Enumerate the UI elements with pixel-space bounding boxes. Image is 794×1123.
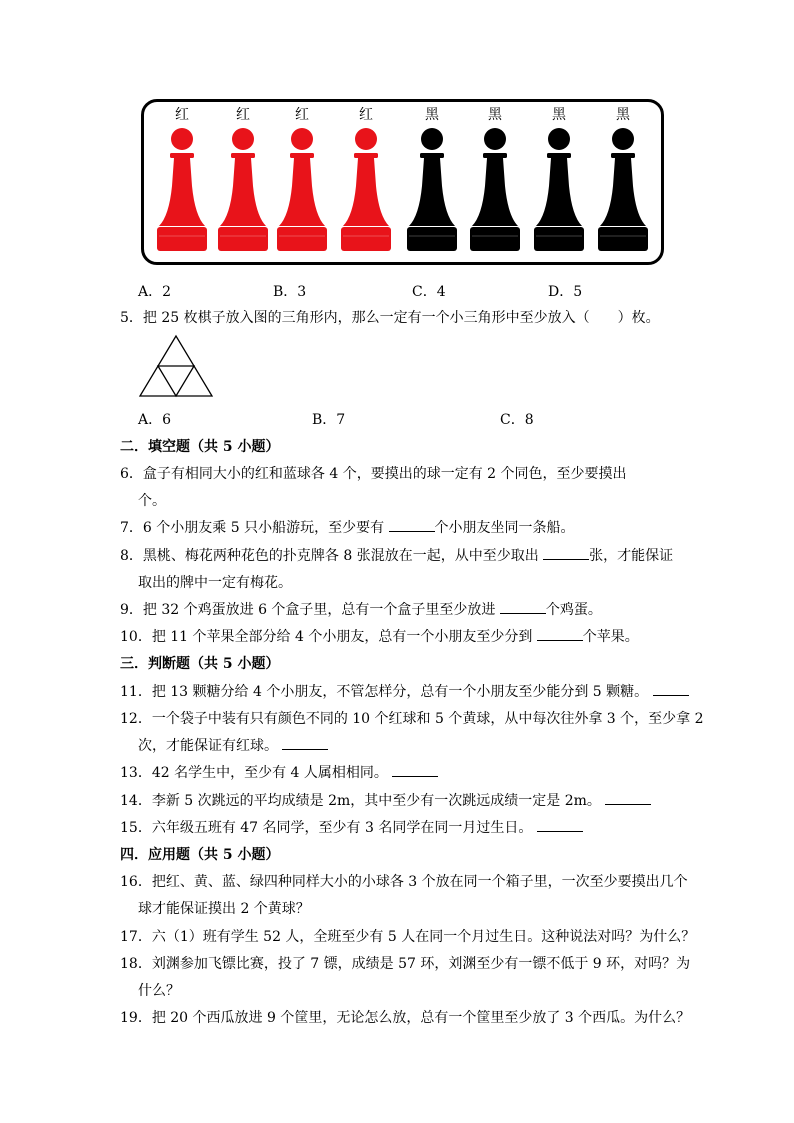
q6-line1: 6．盒子有相同大小的红和蓝球各 4 个，要摸出的球一定有 2 个同色，至少要摸出 — [120, 466, 627, 482]
pawn-icon — [277, 126, 327, 254]
q16-line1: 16．把红、黄、蓝、绿四种同样大小的小球各 3 个放在同一个箱子里，一次至少要摸出几个 — [120, 874, 688, 890]
q9-text-after: 个鸡蛋。 — [545, 602, 602, 618]
q15-blank[interactable] — [537, 819, 583, 832]
q10-text-after: 个苹果。 — [582, 629, 639, 645]
q9-text: 9．把 32 个鸡蛋放进 6 个盒子里，总有一个盒子里至少放进 — [120, 602, 500, 618]
q8 — [120, 545, 673, 565]
q15-text: 15．六年级五班有 47 名同学，至少有 3 名同学在同一月过生日。 — [120, 820, 533, 836]
q8-line2: 取出的牌中一定有梅花。 — [138, 575, 292, 591]
q12-line1: 12．一个袋子中装有只有颜色不同的 10 个红球和 5 个黄球，从中每次往外拿 3 个，至少拿 2 — [120, 711, 704, 727]
pawn-icon — [407, 126, 457, 254]
pawn-icon — [470, 126, 520, 254]
q12-text: 次，才能保证有红球。 — [138, 738, 278, 754]
q5-option-b: B．7 — [312, 412, 346, 428]
chess-piece — [213, 104, 273, 254]
pawn-icon — [598, 126, 648, 254]
q10-text: 10．把 11 个苹果全部分给 4 个小朋友，总有一个小朋友至少分到 — [120, 629, 537, 645]
chess-piece — [152, 104, 212, 254]
chess-piece — [593, 104, 653, 254]
chess-piece — [402, 104, 462, 254]
q15 — [120, 817, 583, 837]
q4-option-b: B．3 — [273, 284, 307, 300]
q18-line1: 18．刘渊参加飞镖比赛，投了 7 镖，成绩是 57 环，刘渊至少有一镖不低于 9 环，对吗？为 — [120, 956, 691, 972]
q13 — [120, 762, 438, 782]
triangle-figure — [138, 334, 214, 398]
pawn-icon — [341, 126, 391, 254]
pawn-icon — [534, 126, 584, 254]
q8-blank[interactable] — [543, 547, 589, 560]
q4-option-d: D．5 — [548, 284, 583, 300]
q17: 17．六（1）班有学生 52 人，全班至少有 5 人在同一个月过生日。这种说法对吗？为什么？ — [120, 929, 696, 945]
chess-piece — [465, 104, 525, 254]
q4-option-a: A．2 — [138, 284, 172, 300]
pawn-icon — [218, 126, 268, 254]
q13-text: 13．42 名学生中，至少有 4 人属相相同。 — [120, 765, 388, 781]
chess-piece-label: 红 — [175, 107, 189, 123]
section-3-heading: 三．判断题（共 5 小题） — [120, 656, 280, 672]
q12-line2 — [138, 735, 328, 755]
q8-text-after: 张，才能保证 — [589, 548, 674, 564]
chess-piece — [336, 104, 396, 254]
q16-line2: 球才能保证摸出 2 个黄球？ — [138, 901, 310, 917]
q12-blank[interactable] — [282, 737, 328, 750]
chess-piece-label: 黑 — [488, 107, 502, 123]
q10-blank[interactable] — [537, 628, 583, 641]
chess-piece — [272, 104, 332, 254]
q13-blank[interactable] — [392, 764, 438, 777]
q7 — [120, 517, 575, 537]
chess-piece-label: 红 — [359, 107, 373, 123]
q11-blank[interactable] — [653, 683, 689, 696]
q11 — [120, 681, 689, 701]
q7-blank[interactable] — [389, 519, 435, 532]
chess-piece — [529, 104, 589, 254]
q14 — [120, 790, 651, 810]
q6-line2: 个。 — [138, 493, 166, 509]
chess-piece-label: 红 — [295, 107, 309, 123]
q8-text: 8．黑桃、梅花两种花色的扑克牌各 8 张混放在一起，从中至少取出 — [120, 548, 544, 564]
chess-piece-label: 黑 — [616, 107, 630, 123]
q4-option-c: C．4 — [412, 284, 446, 300]
q5-text: 5．把 25 枚棋子放入图的三角形内，那么一定有一个小三角形中至少放入（ ）枚。 — [120, 310, 660, 326]
chess-piece-label: 黑 — [425, 107, 439, 123]
q14-text: 14．李新 5 次跳远的平均成绩是 2m，其中至少有一次跳远成绩一定是 2m。 — [120, 793, 601, 809]
section-4-heading: 四．应用题（共 5 小题） — [120, 847, 280, 863]
q7-text-after: 个小朋友坐同一条船。 — [434, 520, 575, 536]
q10 — [120, 626, 639, 646]
chess-piece-label: 黑 — [552, 107, 566, 123]
q5-option-a: A．6 — [138, 412, 172, 428]
q14-blank[interactable] — [605, 792, 651, 805]
q18-line2: 什么？ — [138, 983, 180, 999]
pawn-icon — [157, 126, 207, 254]
chess-piece-label: 红 — [236, 107, 250, 123]
q11-text: 11．把 13 颗糖分给 4 个小朋友，不管怎样分，总有一个小朋友至少能分到 5 颗糖。 — [120, 684, 649, 700]
q5-option-c: C．8 — [500, 412, 534, 428]
q7-text: 7．6 个小朋友乘 5 只小船游玩，至少要有 — [120, 520, 389, 536]
section-2-heading: 二．填空题（共 5 小题） — [120, 439, 280, 455]
q9-blank[interactable] — [500, 601, 546, 614]
q19: 19．把 20 个西瓜放进 9 个筐里，无论怎么放，总有一个筐里至少放了 3 个西瓜。为什么？ — [120, 1010, 691, 1026]
q9 — [120, 599, 602, 619]
